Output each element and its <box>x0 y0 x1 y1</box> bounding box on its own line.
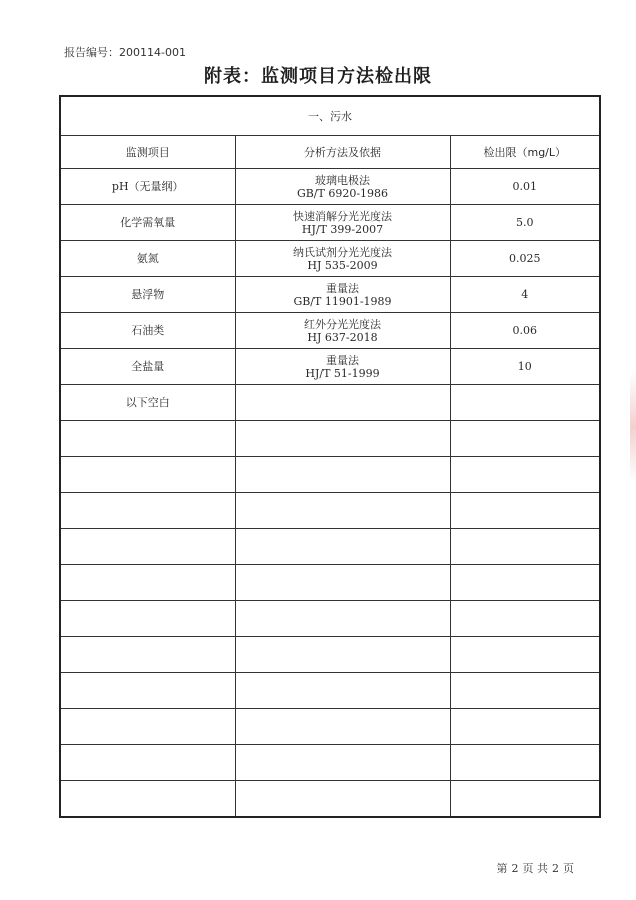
method-cell <box>235 241 450 277</box>
page-current: 2 <box>511 862 519 875</box>
blank-cell <box>235 493 450 529</box>
limit-value: 5.0 <box>450 205 600 241</box>
header-method: 分析方法及依据 <box>235 136 450 169</box>
header-item: 监测项目 <box>60 136 235 169</box>
method-cell <box>235 313 450 349</box>
method-name: 重量法 <box>326 353 359 367</box>
blank-cell <box>450 385 600 421</box>
blank-cell <box>235 673 450 709</box>
method-standard: GB/T 11901-1989 <box>293 294 392 308</box>
page-label-mid: 页 共 <box>522 862 548 875</box>
item-name: 悬浮物 <box>60 277 235 313</box>
blank-cell <box>235 385 450 421</box>
method-standard: HJ 535-2009 <box>307 258 378 272</box>
table-row <box>60 241 600 277</box>
blank-cell <box>235 745 450 781</box>
blank-cell <box>60 709 235 745</box>
blank-cell <box>450 745 600 781</box>
blank-cell <box>450 457 600 493</box>
blank-cell <box>450 421 600 457</box>
method-name: 玻璃电极法 <box>315 173 370 187</box>
blank-cell <box>60 529 235 565</box>
limit-value: 4 <box>450 277 600 313</box>
report-number: 报告编号：200114-001 <box>64 46 186 59</box>
section-row <box>60 96 600 136</box>
table-row <box>60 277 600 313</box>
item-name: 化学需氧量 <box>60 205 235 241</box>
blank-row <box>60 457 600 493</box>
page-total: 2 <box>552 862 559 875</box>
detection-limit-table <box>59 95 601 818</box>
header-limit: 检出限（mg/L） <box>450 136 600 169</box>
blank-cell <box>60 421 235 457</box>
blank-row <box>60 529 600 565</box>
blank-cell <box>235 457 450 493</box>
limit-value: 0.025 <box>450 241 600 277</box>
blank-cell <box>60 637 235 673</box>
blank-cell <box>60 601 235 637</box>
blank-cell <box>235 601 450 637</box>
method-cell <box>235 277 450 313</box>
method-standard: GB/T 6920-1986 <box>296 186 389 200</box>
limit-value: 10 <box>450 349 600 385</box>
blank-cell <box>60 781 235 818</box>
blank-cell <box>235 637 450 673</box>
blank-cell <box>450 529 600 565</box>
method-name: 快速消解分光光度法 <box>293 209 392 223</box>
blank-row <box>60 781 600 818</box>
limit-value: 0.06 <box>450 313 600 349</box>
blank-row <box>60 745 600 781</box>
blank-cell <box>450 493 600 529</box>
table-row <box>60 169 600 205</box>
item-name: 氨氮 <box>60 241 235 277</box>
method-standard: HJ/T 399-2007 <box>301 222 384 236</box>
blank-row <box>60 421 600 457</box>
item-name: 全盐量 <box>60 349 235 385</box>
table-row <box>60 205 600 241</box>
table-row <box>60 349 600 385</box>
blank-cell <box>450 637 600 673</box>
method-cell <box>235 205 450 241</box>
blank-cell <box>60 673 235 709</box>
blank-cell <box>60 457 235 493</box>
blank-cell <box>450 781 600 818</box>
blank-cell <box>450 601 600 637</box>
blank-cell <box>450 673 600 709</box>
blank-cell <box>60 565 235 601</box>
item-name: 石油类 <box>60 313 235 349</box>
method-cell <box>235 349 450 385</box>
header-row <box>60 136 600 169</box>
page-label-prefix: 第 <box>496 862 508 875</box>
blank-row <box>60 709 600 745</box>
method-standard: HJ/T 51-1999 <box>305 366 380 380</box>
blank-cell <box>235 529 450 565</box>
blank-cell <box>450 565 600 601</box>
item-name: pH（无量纲） <box>60 169 235 205</box>
blank-cell <box>450 709 600 745</box>
blank-cell <box>235 565 450 601</box>
limit-value: 0.01 <box>450 169 600 205</box>
blank-row <box>60 673 600 709</box>
section-title: 一、污水 <box>60 96 600 136</box>
method-name: 纳氏试剂分光光度法 <box>293 245 392 259</box>
blank-cell <box>235 421 450 457</box>
end-note-row <box>60 385 600 421</box>
blank-row <box>60 565 600 601</box>
blank-row <box>60 493 600 529</box>
method-name: 重量法 <box>326 281 359 295</box>
blank-cell <box>60 493 235 529</box>
blank-row <box>60 637 600 673</box>
method-standard: HJ 637-2018 <box>307 330 378 344</box>
blank-cell <box>235 781 450 818</box>
page-title: 附表：监测项目方法检出限 <box>204 66 432 87</box>
method-name: 红外分光光度法 <box>304 317 381 331</box>
page-label-suffix: 页 <box>563 862 574 875</box>
method-cell <box>235 169 450 205</box>
blank-cell <box>235 709 450 745</box>
table-row <box>60 313 600 349</box>
blank-row <box>60 601 600 637</box>
seal-edge-mark <box>630 372 636 482</box>
page-footer <box>495 860 577 876</box>
blank-cell <box>60 745 235 781</box>
end-note: 以下空白 <box>60 385 235 421</box>
